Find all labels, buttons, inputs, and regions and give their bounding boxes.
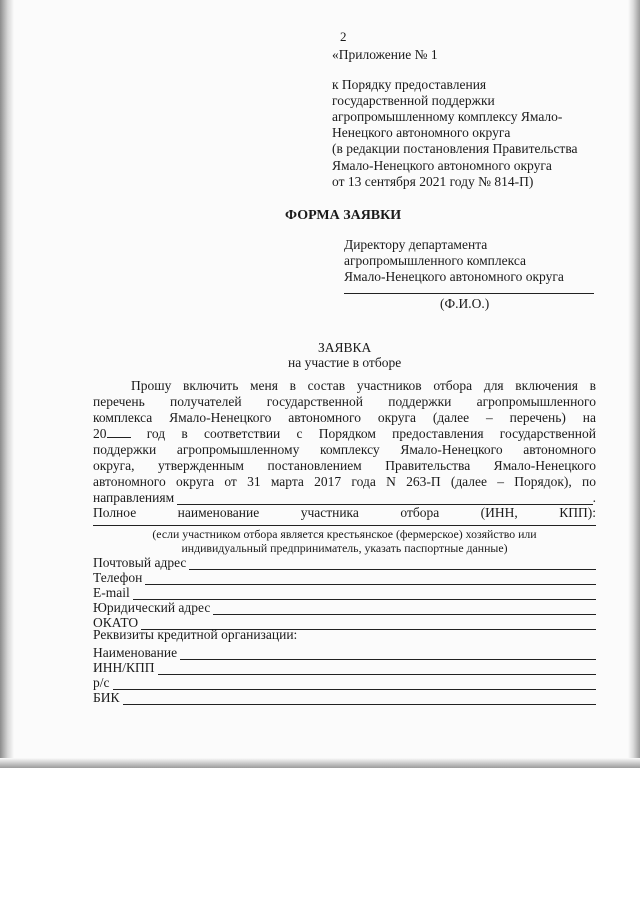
- directions-end: .: [592, 489, 596, 505]
- legal-address-field: [93, 600, 596, 615]
- body-line: округа, утвержденным постановлением Правительства Ямало-Ненецкого: [93, 457, 596, 473]
- body-line-year: [93, 425, 596, 442]
- appendix-line: (в редакции постановления Правительства: [332, 141, 578, 157]
- note-line: индивидуальный предприниматель, указать паспортные данные): [181, 541, 508, 555]
- body-line: поддержки агропромышленному комплексу Ямало-Ненецкого автономного: [93, 442, 596, 458]
- body-line: комплекса Ямало-Ненецкого автономного округа (далее – перечень) на: [93, 409, 596, 425]
- body-line: автономного округа от 31 марта 2017 года N 263-П (далее – Порядок), по: [93, 473, 596, 489]
- year-text: год в соответствии с Порядком предоставления государственной: [146, 426, 597, 442]
- postal-address-field: [93, 555, 596, 570]
- account-field: [93, 675, 596, 690]
- field-label: Почтовый адрес: [93, 555, 187, 570]
- body-line: перечень получателей государственной поддержки агропромышленного: [93, 393, 596, 409]
- year-prefix: 20: [93, 426, 107, 442]
- scan-shadow-bottom: [0, 758, 640, 768]
- body-line: Прошу включить меня в состав участников отбора для включения в: [131, 378, 596, 393]
- field-label: р/с: [93, 675, 110, 690]
- field-label: E-mail: [93, 585, 130, 600]
- appendix-line: Ямало-Ненецкого автономного округа: [332, 157, 552, 173]
- year-blank: [107, 425, 131, 438]
- field-label: Телефон: [93, 570, 143, 585]
- field-blank: [213, 603, 596, 615]
- bik-field: [93, 690, 596, 705]
- note-line: (если участником отбора является крестьянское (фермерское) хозяйство или: [152, 527, 537, 541]
- page-number: 2: [340, 29, 347, 44]
- fio-blank-line: [344, 293, 594, 294]
- field-blank: [180, 648, 596, 660]
- addressee-line: Ямало-Ненецкого автономного округа: [344, 269, 564, 285]
- scan-shadow-left: [0, 0, 14, 768]
- application-subtitle: на участие в отборе: [288, 355, 402, 370]
- field-label: БИК: [93, 690, 120, 705]
- appendix-block: [332, 47, 578, 190]
- appendix-title: «Приложение № 1: [332, 47, 438, 62]
- field-blank: [158, 663, 596, 675]
- bank-details-header: Реквизиты кредитной организации:: [93, 627, 298, 642]
- participant-note: [93, 527, 596, 555]
- appendix-line: Ненецкого автономного округа: [332, 125, 511, 141]
- body-line: Полное наименование участника отбора (ИНН, КПП):: [93, 505, 596, 521]
- addressee-line: агропромышленного комплекса: [344, 253, 526, 269]
- field-label: ОКАТО: [93, 615, 139, 630]
- bank-name-field: [93, 645, 596, 660]
- form-title: ФОРМА ЗАЯВКИ: [285, 208, 402, 223]
- scan-shadow-right: [628, 0, 640, 768]
- field-label: ИНН/КПП: [93, 660, 155, 675]
- field-blank: [113, 678, 597, 690]
- appendix-line: к Порядку предоставления: [332, 77, 487, 93]
- email-field: [93, 585, 596, 600]
- full-name-blank: [93, 525, 596, 526]
- directions-blank: [177, 493, 592, 505]
- phone-field: [93, 570, 596, 585]
- fio-label: (Ф.И.О.): [440, 296, 490, 311]
- appendix-line: государственной поддержки: [332, 93, 495, 109]
- addressee-line: Директору департамента: [344, 237, 488, 252]
- field-label: Юридический адрес: [93, 600, 211, 615]
- inn-kpp-field: [93, 660, 596, 675]
- application-title: ЗАЯВКА: [318, 340, 372, 355]
- appendix-line: от 13 сентября 2021 году № 814-П): [332, 173, 534, 189]
- appendix-line: агропромышленному комплексу Ямало-: [332, 109, 563, 125]
- addressee-block: [344, 237, 564, 286]
- directions-label: направлениям: [93, 489, 175, 505]
- body-line-directions: [93, 490, 596, 506]
- field-blank: [123, 693, 596, 705]
- field-blank: [189, 558, 596, 570]
- application-body: [93, 378, 596, 521]
- field-blank: [145, 573, 596, 585]
- field-label: Наименование: [93, 645, 178, 660]
- field-blank: [133, 588, 596, 600]
